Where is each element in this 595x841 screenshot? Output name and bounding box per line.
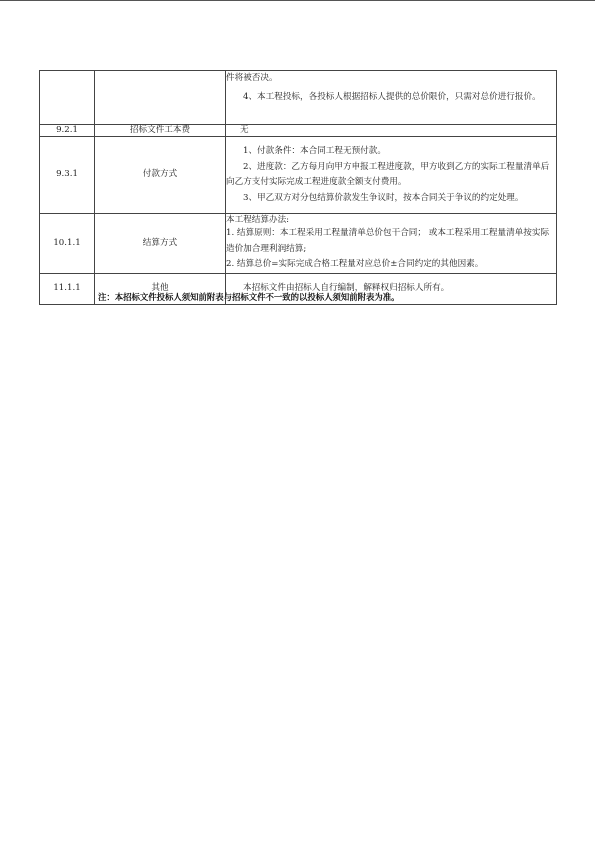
page-top-rule <box>0 0 595 1</box>
content-paragraph: 无 <box>240 125 249 135</box>
clause-name-cell <box>95 71 226 125</box>
clause-name-cell: 招标文件工本费 <box>95 125 226 137</box>
bid-notice-table <box>39 70 557 305</box>
table-row <box>40 214 557 274</box>
content-paragraph: 1. 结算原则：本工程采用工程量清单总价包干合同； 或本工程采用工程量清单按实际造价加合理利润结算; <box>226 228 550 254</box>
table-row <box>40 71 557 125</box>
content-paragraph: 4、本工程投标，各投标人根据招标人提供的总价限价，只需对总价进行报价。 <box>243 91 541 102</box>
clause-number-cell <box>40 71 95 125</box>
clause-content-cell <box>226 125 557 137</box>
clause-content-cell <box>226 71 557 125</box>
clause-number-cell: 10.1.1 <box>40 214 95 274</box>
clause-number-cell: 9.3.1 <box>40 137 95 214</box>
clause-name-cell: 其他 <box>95 274 226 305</box>
content-paragraph: 2. 结算总价=实际完成合格工程量对应总价±合同约定的其他因素。 <box>226 259 484 270</box>
content-paragraph: 1、付款条件：本合同工程无预付款。 <box>243 146 386 156</box>
table-row <box>40 125 557 137</box>
clause-content-cell <box>226 214 557 274</box>
table-row <box>40 137 557 214</box>
clause-name-cell: 结算方式 <box>95 214 226 274</box>
content-paragraph: 件将被否决。 <box>226 73 278 83</box>
clause-name-cell: 付款方式 <box>95 137 226 214</box>
clause-content-cell <box>226 137 557 214</box>
content-paragraph: 本招标文件由招标人自行编制，解释权归招标人所有。 <box>243 283 450 294</box>
content-paragraph: 3、甲乙双方对分包结算价款发生争议时，按本合同关于争议的约定处理。 <box>243 192 524 203</box>
clause-number-cell: 9.2.1 <box>40 125 95 137</box>
clause-number-cell: 11.1.1 <box>40 274 95 305</box>
content-paragraph: 本工程结算办法: <box>226 215 290 226</box>
table-footnote: 注：本招标文件投标人须知前附表与招标文件不一致的以投标人须知前附表为准。 <box>98 292 400 302</box>
content-paragraph: 2、进度款：乙方每月向甲方申报工程进度款，甲方收到乙方的实际工程量清单后向乙方支付实际完成工程进度款全额支付费用。 <box>226 161 550 187</box>
